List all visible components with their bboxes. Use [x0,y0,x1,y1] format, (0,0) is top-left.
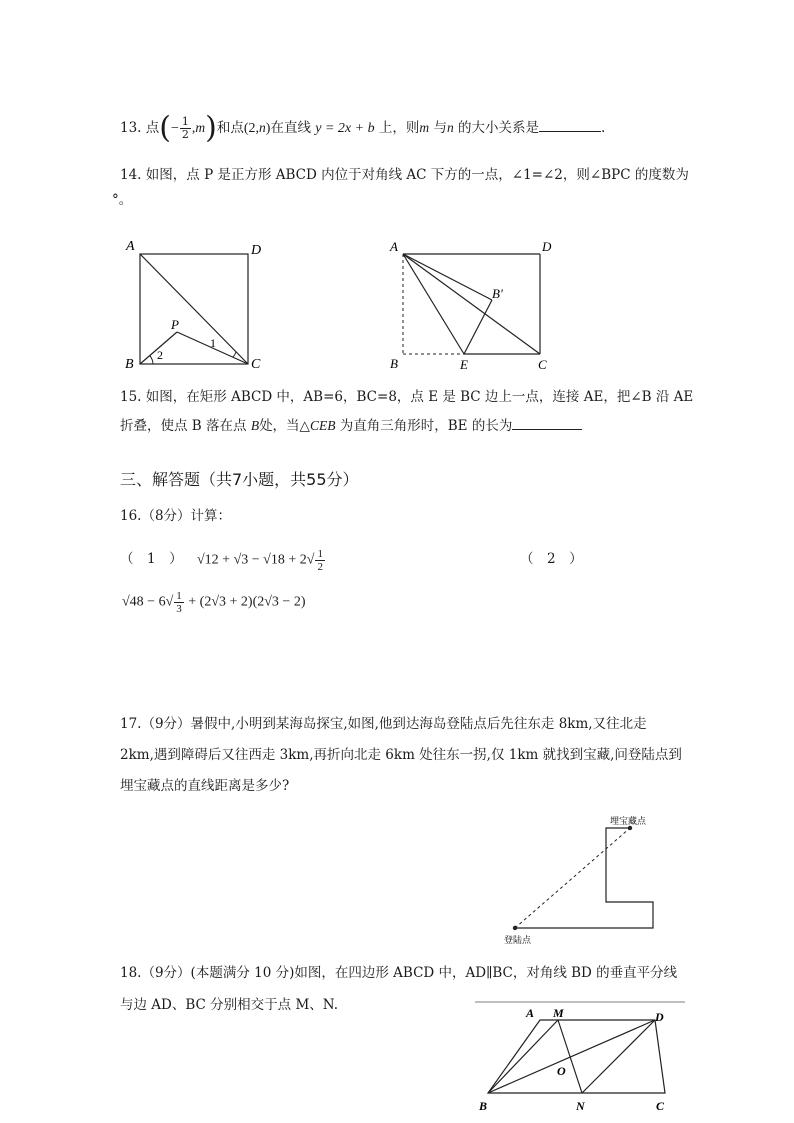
label-d: D [542,239,552,254]
question-18-line1: 18.（9分）(本题满分 10 分)如图，在四边形 ABCD 中，AD∥BC，对角线 BD 的垂直平分线 [120,965,678,981]
question-13: 13. 点(− $\frac{1}{2}$ ,m)和点(2,n)在直线 y = 2x + b 上，则m 与n 的大小关系是 . [120,110,606,146]
q15-number: 15. [120,389,142,405]
section-title: 三、解答题（共7小题，共55分） [120,470,359,489]
question-15-line2: 折叠，使点 B 落在点 B处，当△CEB 为直角三角形时，BE 的长为 [120,415,582,436]
label-e: E [460,357,468,372]
label-b: B [125,357,134,372]
label-n: N [576,1099,585,1113]
segment-nd [582,1020,655,1093]
quadrilateral-abcd [488,1020,665,1093]
angle-arc-2 [150,356,153,364]
q16-expression-2: √48 − 6√ $\frac{1}{3}$ + (2√3 + 2)(2√3 − 2) [122,590,306,615]
question-16-head: 16.（8分）计算： [120,508,232,524]
label-d: D [655,1010,664,1024]
right-paren: ) [205,110,217,146]
q16-part1-label: （ 1 ） [120,551,183,567]
question-18-line2: 与边 AD、BC 分别相交于点 M、N. [120,997,339,1013]
label-b: B [479,1099,488,1113]
line-equation: y = 2x + b [315,121,375,136]
label-p: P [171,317,179,332]
label-b-prime: B′ [492,286,503,301]
straight-distance-dashed [515,828,630,928]
landing-label: 登陆点 [504,936,532,946]
figure-15-rectangle [380,232,570,372]
fold-line-ae [403,254,464,354]
segment-bm [488,1020,558,1093]
question-14: 14. 如图，点 P 是正方形 ABCD 内位于对角线 AC 下方的一点，∠1=∠2，则∠BPC 的度数为 [120,167,689,183]
question-17-line1: 17.（9分）暑假中,小明到某海岛探宝,如图,他到达海岛登陆点后先往东走 8km,又往北走 [120,716,647,732]
treasure-label: 埋宝藏点 [610,817,647,827]
angle-arc-1 [233,352,236,357]
q14-number: 14. [120,167,142,183]
figure-18-quadrilateral [470,998,690,1123]
walking-path [515,828,653,928]
question-15: 15. 如图，在矩形 ABCD 中，AB=6，BC=8，点 E 是 BC 边上一点，连接 AE，把∠B 沿 AE [120,389,694,405]
label-b: B [390,356,398,371]
figure-17-path [500,812,680,952]
label-a: A [126,239,135,254]
label-c: C [251,357,261,372]
label-angle-1: 1 [210,336,216,350]
fraction-half: $\frac{1}{2}$ [181,115,189,141]
answer-blank-15[interactable] [512,415,582,430]
label-c: C [656,1099,665,1113]
q13-number: 13. [120,120,142,136]
q16-expression-1: √12 + √3 − √18 + 2√ $\frac{1}{2}$ [197,548,323,573]
label-angle-2: 2 [157,348,163,362]
label-a: A [390,239,398,254]
question-17-line3: 埋宝藏点的直线距离是多少? [120,778,290,794]
fraction-one-half: $\frac{1}{2}$ [317,548,323,573]
q14-degree-end: °。 [112,192,133,208]
diagonal-bd [488,1020,655,1093]
landing-point-dot [513,926,517,930]
label-c: C [538,357,547,372]
label-m: M [553,1006,564,1020]
q16-part2-label: （ 2 ） [520,551,583,567]
answer-blank-13[interactable] [539,117,601,132]
segment-mn [558,1020,582,1093]
fraction-one-third: $\frac{1}{3}$ [176,590,182,615]
figure-14-square [115,232,275,372]
label-d: D [251,243,262,258]
label-o: O [557,1064,566,1078]
question-17-line2: 2km,遇到障碍后又往西走 3km,再折向北走 6km 处往东一拐,仅 1km 就找到宝藏,问登陆点到 [120,747,682,763]
left-paren: ( [159,110,171,146]
label-a: A [526,1006,535,1020]
